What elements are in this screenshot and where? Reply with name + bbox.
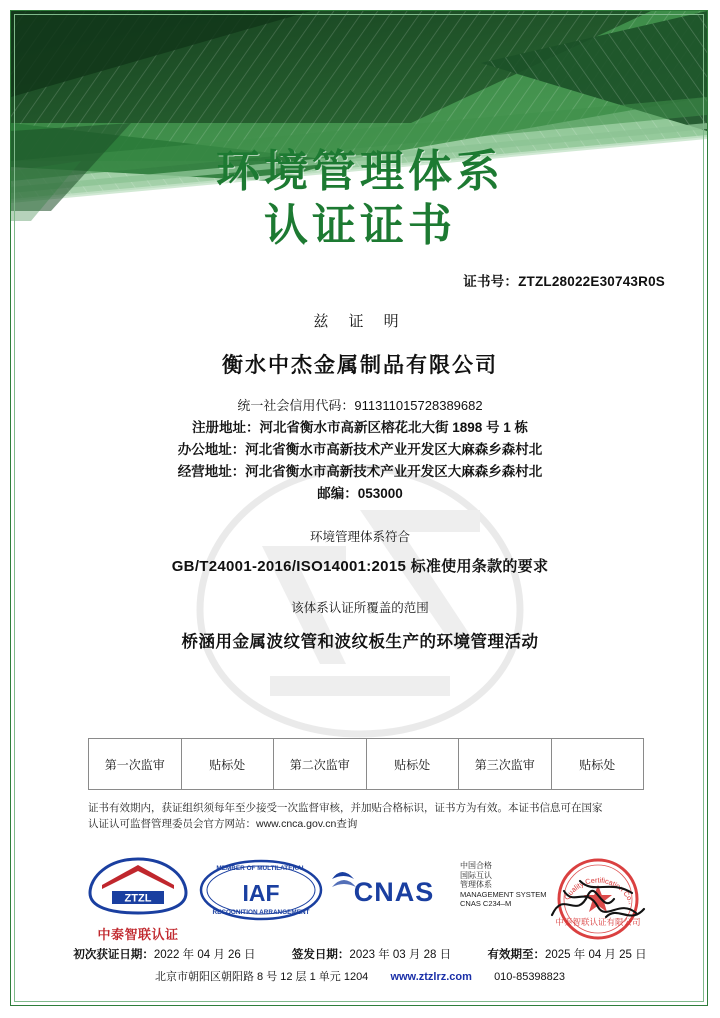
sign-date-value: 2023 年 03 月 28 日 xyxy=(349,949,452,961)
title-line-2: 认证证书 xyxy=(264,200,456,251)
certificate-number xyxy=(463,270,665,290)
business-address-value: 河北省衡水市高新技术产业开发区大麻森乡森村北 xyxy=(245,464,543,479)
surveillance-cell-1: 第一次监审 xyxy=(89,739,182,789)
certificate-body xyxy=(0,310,720,652)
company-name: 衡水中杰金属制品有限公司 xyxy=(222,354,498,377)
postcode-label: 邮编： xyxy=(317,486,358,501)
ztzl-mark-icon xyxy=(82,855,194,917)
registered-address-value: 河北省衡水市高新区榕花北大街 1898 号 1 栋 xyxy=(259,420,529,435)
title-line-1: 环境管理体系 xyxy=(216,146,504,197)
surveillance-cell-4: 贴标处 xyxy=(367,739,460,789)
ztzl-logo-name: 中泰智联认证 xyxy=(97,927,179,942)
registered-address-row xyxy=(0,417,720,439)
scope-text: 桥涵用金属波纹管和波纹板生产的环境管理活动 xyxy=(181,633,539,651)
scope-label: 该体系认证所覆盖的范围 xyxy=(291,601,429,615)
ztzl-logo xyxy=(80,855,196,943)
valid-until-label: 有效期至： xyxy=(487,949,545,961)
certificate-number-value: ZTZL28022E30743R0S xyxy=(518,274,665,289)
validity-note-line-2: 认证认可监督管理委员会官方网站：www.cnca.gov.cn查询 xyxy=(88,818,358,830)
issuer-website[interactable]: www.ztzlrz.com xyxy=(390,971,472,983)
surveillance-cell-2: 贴标处 xyxy=(182,739,275,789)
registered-address-label: 注册地址： xyxy=(191,420,260,435)
company-seal xyxy=(540,855,660,947)
credit-code-value: 911311015728389682 xyxy=(354,398,483,413)
surveillance-table xyxy=(88,738,644,790)
certificate-number-label: 证书号： xyxy=(463,274,519,289)
validity-note xyxy=(88,800,648,832)
svg-text:MEMBER OF MULTILATERAL: MEMBER OF MULTILATERAL xyxy=(216,865,306,872)
cnas-text-line-4: MANAGEMENT SYSTEM xyxy=(460,889,547,899)
svg-text:IAF: IAF xyxy=(242,880,280,906)
issuer-phone: 010-85398823 xyxy=(494,971,566,983)
business-address-label: 经营地址： xyxy=(177,464,246,479)
cnas-mark-icon xyxy=(328,865,458,915)
surveillance-cell-3: 第二次监审 xyxy=(274,739,367,789)
cnas-logo xyxy=(328,865,458,920)
validity-note-line-1: 证书有效期内，获证组织须每年至少接受一次监督审核，并加贴合格标识，证书方为有效。本证书信息可在国家 xyxy=(88,802,603,814)
office-address-row xyxy=(0,439,720,461)
issue-date-value: 2022 年 04 月 26 日 xyxy=(153,949,256,961)
svg-text:中泰智联认证有限公司: 中泰智联认证有限公司 xyxy=(555,918,641,928)
iaf-mark-icon xyxy=(198,859,324,921)
standard-text: GB/T24001-2016/ISO14001:2015 标准使用条款的要求 xyxy=(171,558,549,575)
office-address-label: 办公地址： xyxy=(177,442,246,457)
surveillance-cell-6: 贴标处 xyxy=(579,757,616,772)
conformity-label: 环境管理体系符合 xyxy=(309,530,410,544)
sign-date-label: 签发日期： xyxy=(291,949,350,961)
postcode-value: 053000 xyxy=(357,486,403,501)
svg-text:Quality Certification Co.,Ltd: Quality Certification Co., xyxy=(562,875,637,906)
attestation-text: 兹 证 明 xyxy=(313,313,407,330)
surveillance-cell-5: 第三次监审 xyxy=(459,739,552,789)
footer-contact xyxy=(0,968,720,984)
cnas-text-line-5: CNAS C234–M xyxy=(460,899,512,908)
page-title xyxy=(0,145,720,253)
business-address-row xyxy=(0,461,720,483)
red-stamp-icon xyxy=(540,855,641,938)
accreditation-logos xyxy=(60,855,660,940)
svg-text:CNAS: CNAS xyxy=(353,877,435,907)
office-address-value: 河北省衡水市高新技术产业开发区大麻森乡森村北 xyxy=(245,442,543,457)
credit-code-label: 统一社会信用代码： xyxy=(237,398,355,413)
cnas-text-line-1: 中国合格 xyxy=(460,861,492,870)
issuer-address: 北京市朝阳区朝阳路 8 号 12 层 1 单元 1204 xyxy=(154,971,369,983)
issue-date-label: 初次获证日期： xyxy=(73,949,154,961)
svg-text:RECOGNITION ARRANGEMENT: RECOGNITION ARRANGEMENT xyxy=(212,909,310,916)
svg-text:ZTZL: ZTZL xyxy=(124,892,152,905)
credit-code-row xyxy=(0,395,720,417)
postcode-row xyxy=(0,483,720,505)
iaf-logo xyxy=(198,859,324,926)
cnas-text-line-3: 管理体系 xyxy=(460,880,492,889)
footer-dates xyxy=(0,946,720,962)
valid-until-value: 2025 年 04 月 25 日 xyxy=(544,949,647,961)
cnas-text-line-2: 国际互认 xyxy=(460,870,492,880)
